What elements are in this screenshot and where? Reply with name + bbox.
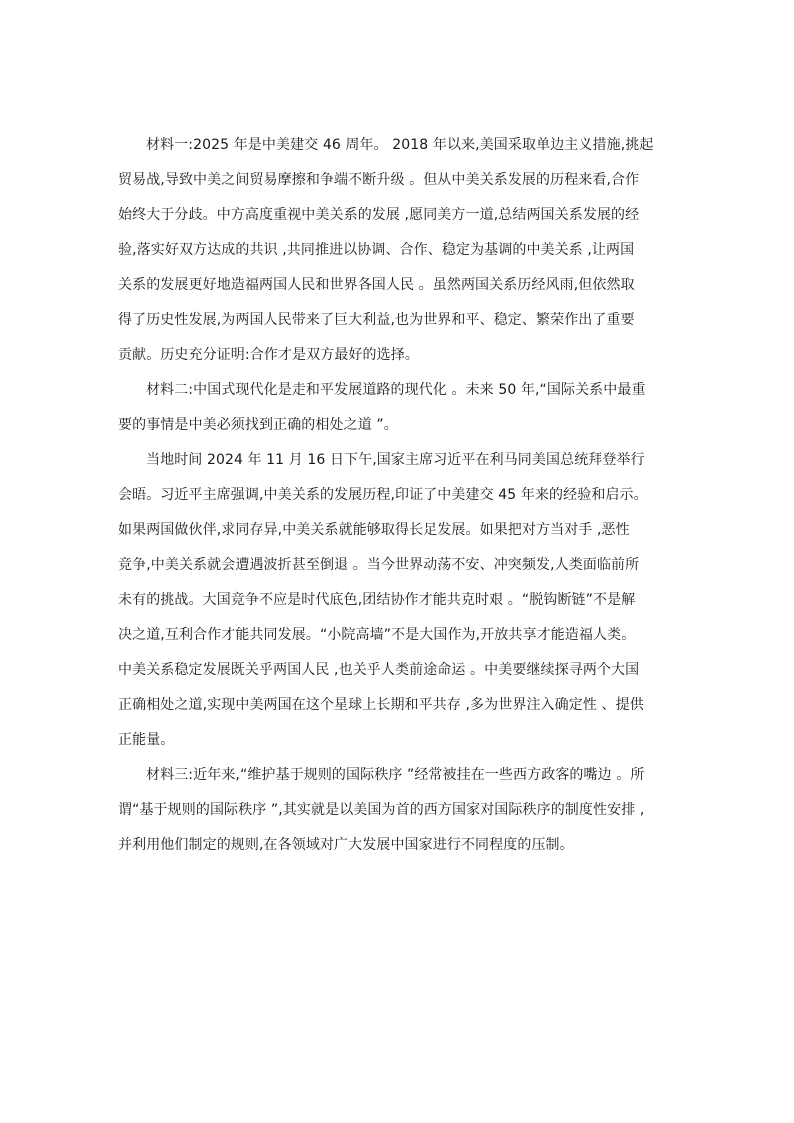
text-line: 材料三:近年来,“维护基于规则的国际秩序 ”经常被挂在一些西方政客的嘴边 。所	[146, 767, 645, 783]
text-line: 会晤。习近平主席强调,中美关系的发展历程,印证了中美建交 45 年来的经验和启示。	[118, 487, 648, 503]
text-line: 材料一:2025 年是中美建交 46 周年。 2018 年以来,美国采取单边主义措施,挑起	[146, 137, 654, 153]
text-line: 贸易战,导致中美之间贸易摩擦和争端不断升级 。但从中美关系发展的历程来看,合作	[118, 172, 640, 188]
text-line: 竞争,中美关系就会遭遇波折甚至倒退 。当今世界动荡不安、冲突频发,人类面临前所	[118, 557, 640, 573]
text-line: 要的事情是中美必须找到正确的相处之道 ”。	[118, 417, 398, 433]
text-line: 如果两国做伙伴,求同存异,中美关系就能够取得长足发展。如果把对方当对手 ,恶性	[118, 522, 630, 538]
text-line: 并利用他们制定的规则,在各领域对广大发展中国家进行不同程度的压制。	[118, 837, 574, 853]
paragraph-material-three	[118, 758, 688, 863]
text-line: 谓“基于规则的国际秩序 ”,其实就是以美国为首的西方国家对国际秩序的制度性安排 ,	[118, 802, 645, 818]
text-line: 正确相处之道,实现中美两国在这个星球上长期和平共存 ,多为世界注入确定性 、提供	[118, 697, 644, 713]
paragraph-meeting-report	[118, 443, 688, 758]
text-line: 得了历史性发展,为两国人民带来了巨大利益,也为世界和平、稳定、繁荣作出了重要	[118, 312, 635, 328]
text-line: 关系的发展更好地造福两国人民和世界各国人民 。虽然两国关系历经风雨,但依然取	[118, 277, 635, 293]
text-line: 当地时间 2024 年 11 月 16 日下午,国家主席习近平在利马同美国总统拜登举行	[146, 452, 645, 468]
paragraph-material-two	[118, 373, 688, 443]
text-line: 中美关系稳定发展既关乎两国人民 ,也关乎人类前途命运 。中美要继续探寻两个大国	[118, 662, 640, 678]
paragraph-material-one	[118, 128, 688, 373]
text-line: 正能量。	[118, 732, 175, 748]
text-line: 验,落实好双方达成的共识 ,共同推进以协调、合作、稳定为基调的中美关系 ,让两国	[118, 242, 635, 258]
text-line: 材料二:中国式现代化是走和平发展道路的现代化 。未来 50 年,“国际关系中最重	[146, 382, 646, 398]
document-body	[118, 128, 688, 863]
text-line: 未有的挑战。大国竞争不应是时代底色,团结协作才能共克时艰 。“脱钩断链”不是解	[118, 592, 636, 608]
text-line: 贡献。历史充分证明:合作才是双方最好的选择。	[118, 347, 419, 363]
text-line: 始终大于分歧。中方高度重视中美关系的发展 ,愿同美方一道,总结两国关系发展的经	[118, 207, 640, 223]
text-line: 决之道,互利合作才能共同发展。“小院高墙”不是大国作为,开放共享才能造福人类。	[118, 627, 636, 643]
